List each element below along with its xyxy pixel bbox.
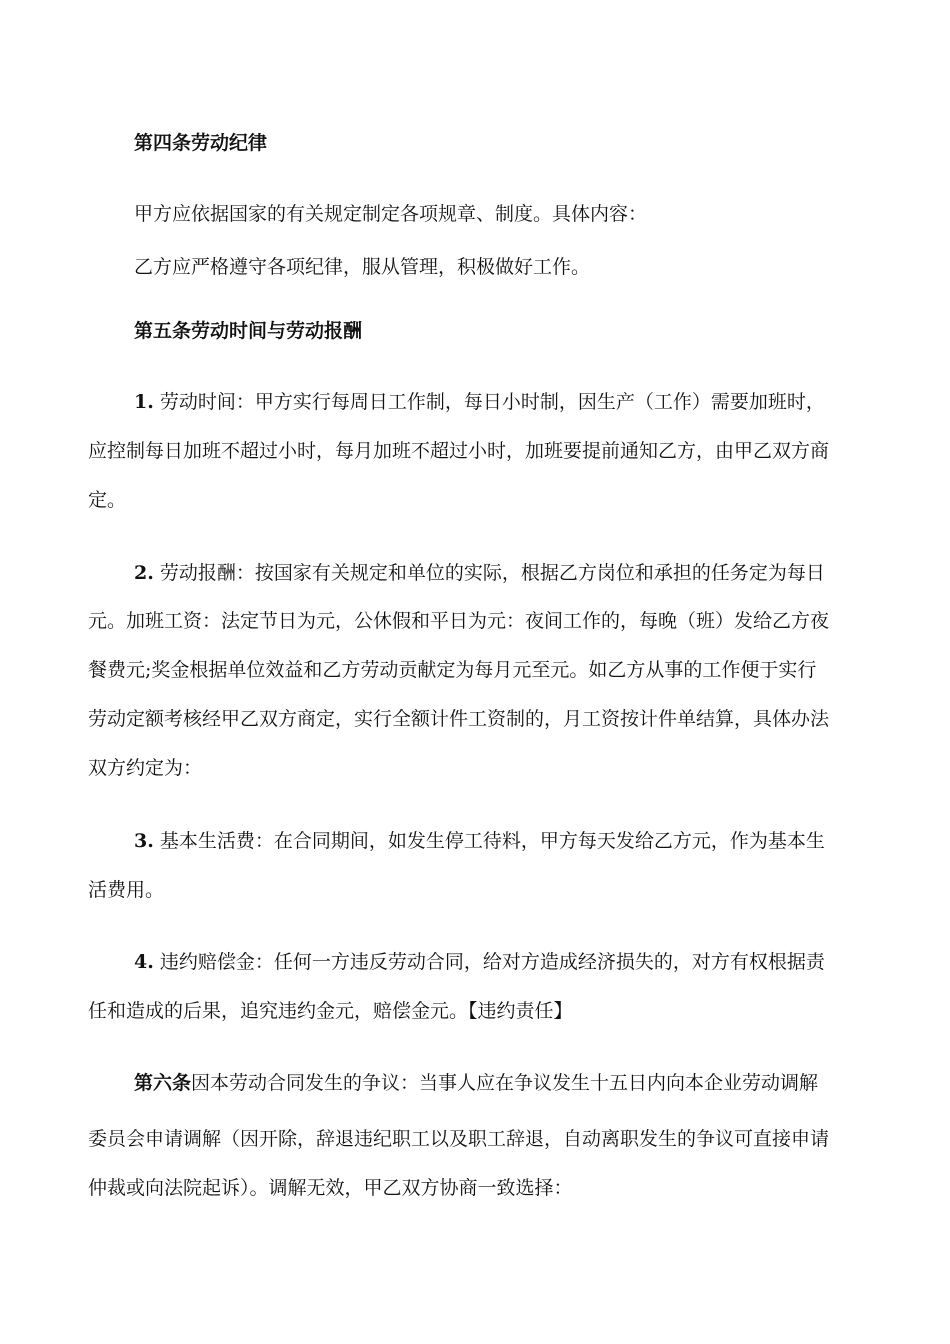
item-3-text: 基本生活费：在合同期间，如发生停工待料，甲方每天发给乙方元，作为基本生 [159, 830, 825, 852]
item-2-number: 2. [134, 562, 154, 584]
item-2-line-3: 餐费元;奖金根据单位效益和乙方劳动贡献定为每月元至元。如乙方从事的工作便于实行 [88, 659, 817, 681]
item-4-number: 4. [134, 951, 154, 973]
item-2-text: 劳动报酬：按国家有关规定和单位的实际，根据乙方岗位和承担的任务定为每日 [159, 562, 825, 584]
item-1-line-2: 应控制每日加班不超过小时，每月加班不超过小时，加班要提前通知乙方，由甲乙双方商 [88, 440, 830, 462]
section-6-line-2: 委员会申请调解（因开除，辞退违纪职工以及职工辞退，自动离职发生的争议可直接申请 [88, 1128, 830, 1150]
item-2-line-4: 劳动定额考核经甲乙双方商定，实行全额计件工资制的，月工资按计件单结算，具体办法 [88, 708, 830, 730]
item-4-text: 违约赔偿金：任何一方违反劳动合同，给对方造成经济损失的，对方有权根据责 [159, 951, 825, 973]
item-3-line-1 [134, 826, 825, 856]
item-2-line-1 [134, 558, 825, 588]
section-4-heading: 第四条劳动纪律 [134, 132, 268, 154]
section-6-text: 因本劳动合同发生的争议：当事人应在争议发生十五日内向本企业劳动调解 [191, 1072, 819, 1094]
item-1-number: 1. [134, 391, 154, 413]
item-4-line-1 [134, 947, 825, 977]
item-2-line-2: 元。加班工资：法定节日为元，公休假和平日为元：夜间工作的，每晚（班）发给乙方夜 [88, 610, 830, 632]
section-4-line-2: 乙方应严格遵守各项纪律，服从管理，积极做好工作。 [134, 256, 591, 278]
section-6-line-3: 仲裁或向法院起诉）。调解无效，甲乙双方协商一致选择： [88, 1177, 573, 1199]
section-4-line-1: 甲方应依据国家的有关规定制定各项规章、制度。具体内容： [134, 203, 648, 225]
section-6-heading: 第六条 [134, 1072, 192, 1094]
item-1-text: 劳动时间：甲方实行每周日工作制，每日小时制，因生产（工作）需要加班时， [159, 391, 825, 413]
item-4-line-2: 任和造成的后果，追究违约金元，赔偿金元。【违约责任】 [88, 1000, 573, 1022]
item-3-line-2: 活费用。 [88, 879, 165, 901]
section-5-heading: 第五条劳动时间与劳动报酬 [134, 320, 363, 342]
item-1-line-3: 定。 [88, 489, 127, 511]
item-1-line-1 [134, 387, 825, 417]
item-3-number: 3. [134, 830, 154, 852]
section-6-line-1 [134, 1068, 818, 1098]
item-2-line-5: 双方约定为： [88, 757, 203, 779]
